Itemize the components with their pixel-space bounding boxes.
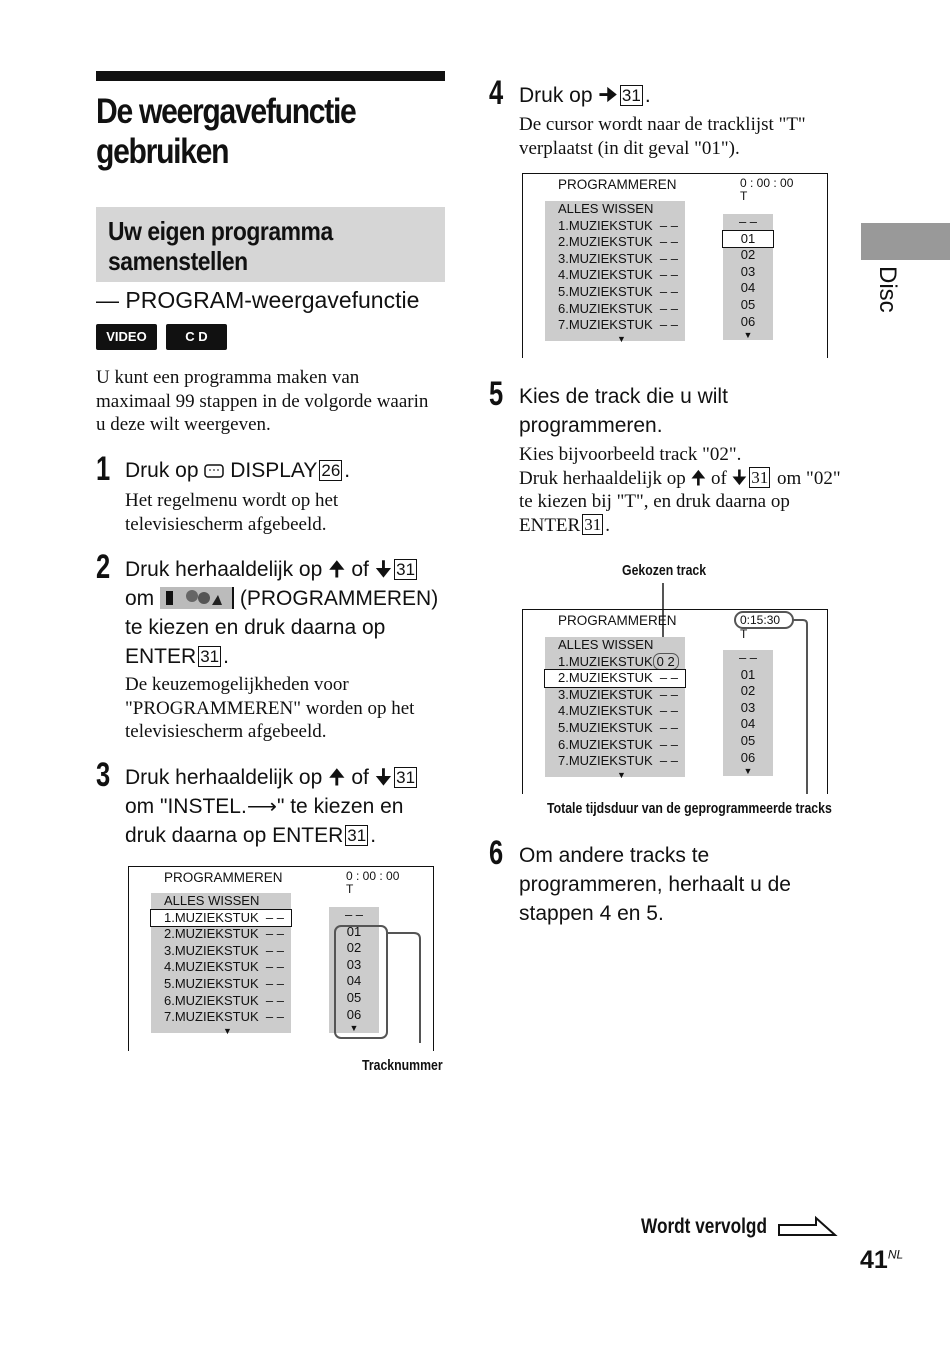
total-time-callout xyxy=(733,611,823,794)
scroll-down-icon: ▼ xyxy=(617,769,626,780)
track-item[interactable]: 03 xyxy=(740,263,756,279)
language-code: NL xyxy=(887,1247,904,1262)
scroll-down-icon: ▼ xyxy=(349,1023,359,1034)
menu-item[interactable]: 6.MUZIEKSTUK – – xyxy=(558,300,678,316)
menu-item[interactable]: 7.MUZIEKSTUK – – xyxy=(558,753,678,769)
track-number-callout xyxy=(334,925,424,1043)
menu-item[interactable]: 1.MUZIEKSTUK – – xyxy=(558,217,678,233)
track-item-selected[interactable]: 01 xyxy=(723,231,773,248)
track-item[interactable]: 03 xyxy=(740,699,756,715)
total-time-label: Totale tijdsduur van de geprogrammeerde tracks xyxy=(547,800,832,817)
up-arrow-icon: 🠉 xyxy=(328,766,346,789)
menu-item[interactable]: 6.MUZIEKSTUK – – xyxy=(164,992,284,1008)
track-item[interactable]: 05 xyxy=(346,989,362,1005)
step-3-heading: Druk herhaaldelijk op 🠉 of 🠋 31 om "INSTEL.⟶" te kiezen en druk daarna op ENTER 31 . xyxy=(125,766,416,847)
menu-item[interactable]: 4.MUZIEKSTUK – – xyxy=(558,267,678,283)
track-item[interactable]: 06 xyxy=(740,313,756,329)
step-5-heading: Kies de track die u wilt programmeren. xyxy=(519,385,728,437)
section-heading: Uw eigen programma samenstellen xyxy=(108,216,333,276)
track-item[interactable]: 04 xyxy=(740,716,756,732)
program-menu-list xyxy=(545,201,685,344)
track-item[interactable]: – – xyxy=(344,907,364,922)
track-item[interactable]: 04 xyxy=(346,973,362,989)
menu-item[interactable]: 5.MUZIEKSTUK – – xyxy=(558,719,678,735)
gekozen-track-label: Gekozen track xyxy=(622,562,707,579)
right-arrow-icon: 🠊 xyxy=(598,84,618,107)
step-5-body: Kies bijvoorbeeld track "02". Druk herhaaldelijk op 🠉 of 🠋 31 om "02" te kiezen bij "T", en druk daarna op ENTER 31 . xyxy=(519,444,841,536)
side-tab xyxy=(861,223,950,260)
intro-text: U kunt een programma maken van maximaal 99 stappen in de volgorde waarin u deze wilt weergeven. xyxy=(96,367,429,435)
track-item[interactable]: 02 xyxy=(740,683,756,699)
step-4-heading: Druk op 🠊 31 . xyxy=(519,84,651,107)
program-screen-2 xyxy=(522,173,828,358)
track-item[interactable]: 05 xyxy=(740,732,756,748)
track-item[interactable]: 02 xyxy=(740,247,756,263)
screen-t-label: T xyxy=(740,189,748,203)
track-item[interactable]: – – xyxy=(738,650,758,665)
menu-item[interactable]: 7.MUZIEKSTUK – – xyxy=(164,1009,284,1025)
step-number: 1 xyxy=(96,450,111,488)
screen-title: PROGRAMMEREN xyxy=(558,177,677,192)
down-arrow-icon: 🠋 xyxy=(731,467,748,489)
track-item[interactable]: 03 xyxy=(346,956,362,972)
continued-arrow-icon xyxy=(778,1215,838,1241)
screen-t-label: T xyxy=(740,627,748,641)
right-arrow-icon: ⟶ xyxy=(246,795,277,818)
step-number: 3 xyxy=(96,756,111,794)
track-list xyxy=(723,214,773,340)
screen-title: PROGRAMMEREN xyxy=(558,613,677,628)
step-2-heading: Druk herhaaldelijk op 🠉 of 🠋 31 om (PROGRAMMEREN) te kiezen en druk daarna op ENTER 31 . xyxy=(125,558,439,668)
track-item[interactable]: 04 xyxy=(740,280,756,296)
up-arrow-icon: 🠉 xyxy=(690,467,707,489)
track-item[interactable]: 01 xyxy=(740,666,756,682)
scroll-down-icon: ▼ xyxy=(743,330,753,341)
video-cd-badge: VIDEO CD xyxy=(96,324,157,350)
cd-badge: C D xyxy=(166,324,227,350)
menu-item[interactable]: 3.MUZIEKSTUK – – xyxy=(558,250,678,266)
menu-item[interactable]: 7.MUZIEKSTUK – – xyxy=(558,317,678,333)
title-rule xyxy=(96,71,445,81)
menu-item[interactable]: 2.MUZIEKSTUK – – xyxy=(545,670,685,687)
menu-item[interactable]: 3.MUZIEKSTUK – – xyxy=(164,942,284,958)
step-1-heading: Druk op DISPLAY 26 . xyxy=(125,459,351,482)
step-6-heading: Om andere tracks te programmeren, herhaalt u de stappen 4 en 5. xyxy=(519,844,791,925)
track-item[interactable]: 01 xyxy=(346,923,362,939)
menu-item[interactable]: 5.MUZIEKSTUK – – xyxy=(558,283,678,299)
picked-track-value: 0 2 xyxy=(653,653,679,670)
scroll-down-icon: ▼ xyxy=(743,766,753,777)
step-number: 6 xyxy=(489,834,504,872)
screen-time: 0 : 00 : 00 xyxy=(740,176,794,190)
tracknummer-label: Tracknummer xyxy=(362,1057,443,1074)
menu-item[interactable]: 5.MUZIEKSTUK – – xyxy=(164,975,284,991)
track-item[interactable]: 02 xyxy=(346,940,362,956)
menu-item[interactable]: 4.MUZIEKSTUK – – xyxy=(558,703,678,719)
program-menu-list xyxy=(545,637,685,780)
screen-title: PROGRAMMEREN xyxy=(164,870,283,885)
program-screen-3 xyxy=(522,609,828,794)
screen-total-time: 0:15:30 xyxy=(740,613,781,627)
up-arrow-icon: 🠉 xyxy=(328,558,346,581)
side-tab-label: Disc xyxy=(874,266,901,313)
scroll-down-icon: ▼ xyxy=(223,1025,232,1036)
menu-item-clear[interactable]: ALLES WISSEN xyxy=(558,637,654,652)
menu-item[interactable]: 1.MUZIEKSTUK 0 2 xyxy=(545,654,685,671)
menu-item-clear[interactable]: ALLES WISSEN xyxy=(558,201,654,216)
page-number: $41^{NL}$ xyxy=(860,1246,904,1274)
menu-item[interactable]: 2.MUZIEKSTUK – – xyxy=(164,926,284,942)
scroll-down-icon: ▼ xyxy=(617,333,626,344)
step-number: 2 xyxy=(96,548,111,586)
step-1-body: Het regelmenu wordt op het televisiescherm afgebeeld. xyxy=(125,490,339,535)
down-arrow-icon: 🠋 xyxy=(374,766,393,789)
track-item[interactable]: 05 xyxy=(740,296,756,312)
continued-text: Wordt vervolgd xyxy=(641,1215,767,1238)
step-4-body: De cursor wordt naar de tracklijst "T" verplaatst (in dit geval "01"). xyxy=(519,114,806,159)
display-button-icon xyxy=(204,464,224,478)
page-title: De weergavefunctie gebruiken xyxy=(96,92,356,171)
menu-item[interactable]: 1.MUZIEKSTUK – – xyxy=(151,910,291,927)
menu-item[interactable]: 6.MUZIEKSTUK – – xyxy=(558,736,678,752)
section-subheading: — PROGRAM-weergavefunctie xyxy=(96,287,420,313)
program-screen-1 xyxy=(128,866,434,1051)
step-number: 4 xyxy=(489,74,504,112)
menu-item[interactable]: 2.MUZIEKSTUK – – xyxy=(558,234,678,250)
program-menu-icon xyxy=(160,587,234,609)
menu-item[interactable]: 4.MUZIEKSTUK – – xyxy=(164,959,284,975)
step-number: 5 xyxy=(489,375,504,413)
step-2-body: De keuzemogelijkheden voor "PROGRAMMEREN" worden op het televisiescherm afgebeeld. xyxy=(125,674,415,742)
menu-item-clear[interactable]: ALLES WISSEN xyxy=(164,893,260,908)
screen-time: 0 : 00 : 00 xyxy=(346,869,400,883)
program-menu-list xyxy=(151,893,291,1036)
track-item[interactable]: – – xyxy=(738,214,758,229)
track-item[interactable]: 06 xyxy=(346,1006,362,1022)
menu-item[interactable]: 3.MUZIEKSTUK – – xyxy=(558,686,678,702)
screen-t-label: T xyxy=(346,882,354,896)
track-item[interactable]: 06 xyxy=(740,749,756,765)
down-arrow-icon: 🠋 xyxy=(374,558,393,581)
